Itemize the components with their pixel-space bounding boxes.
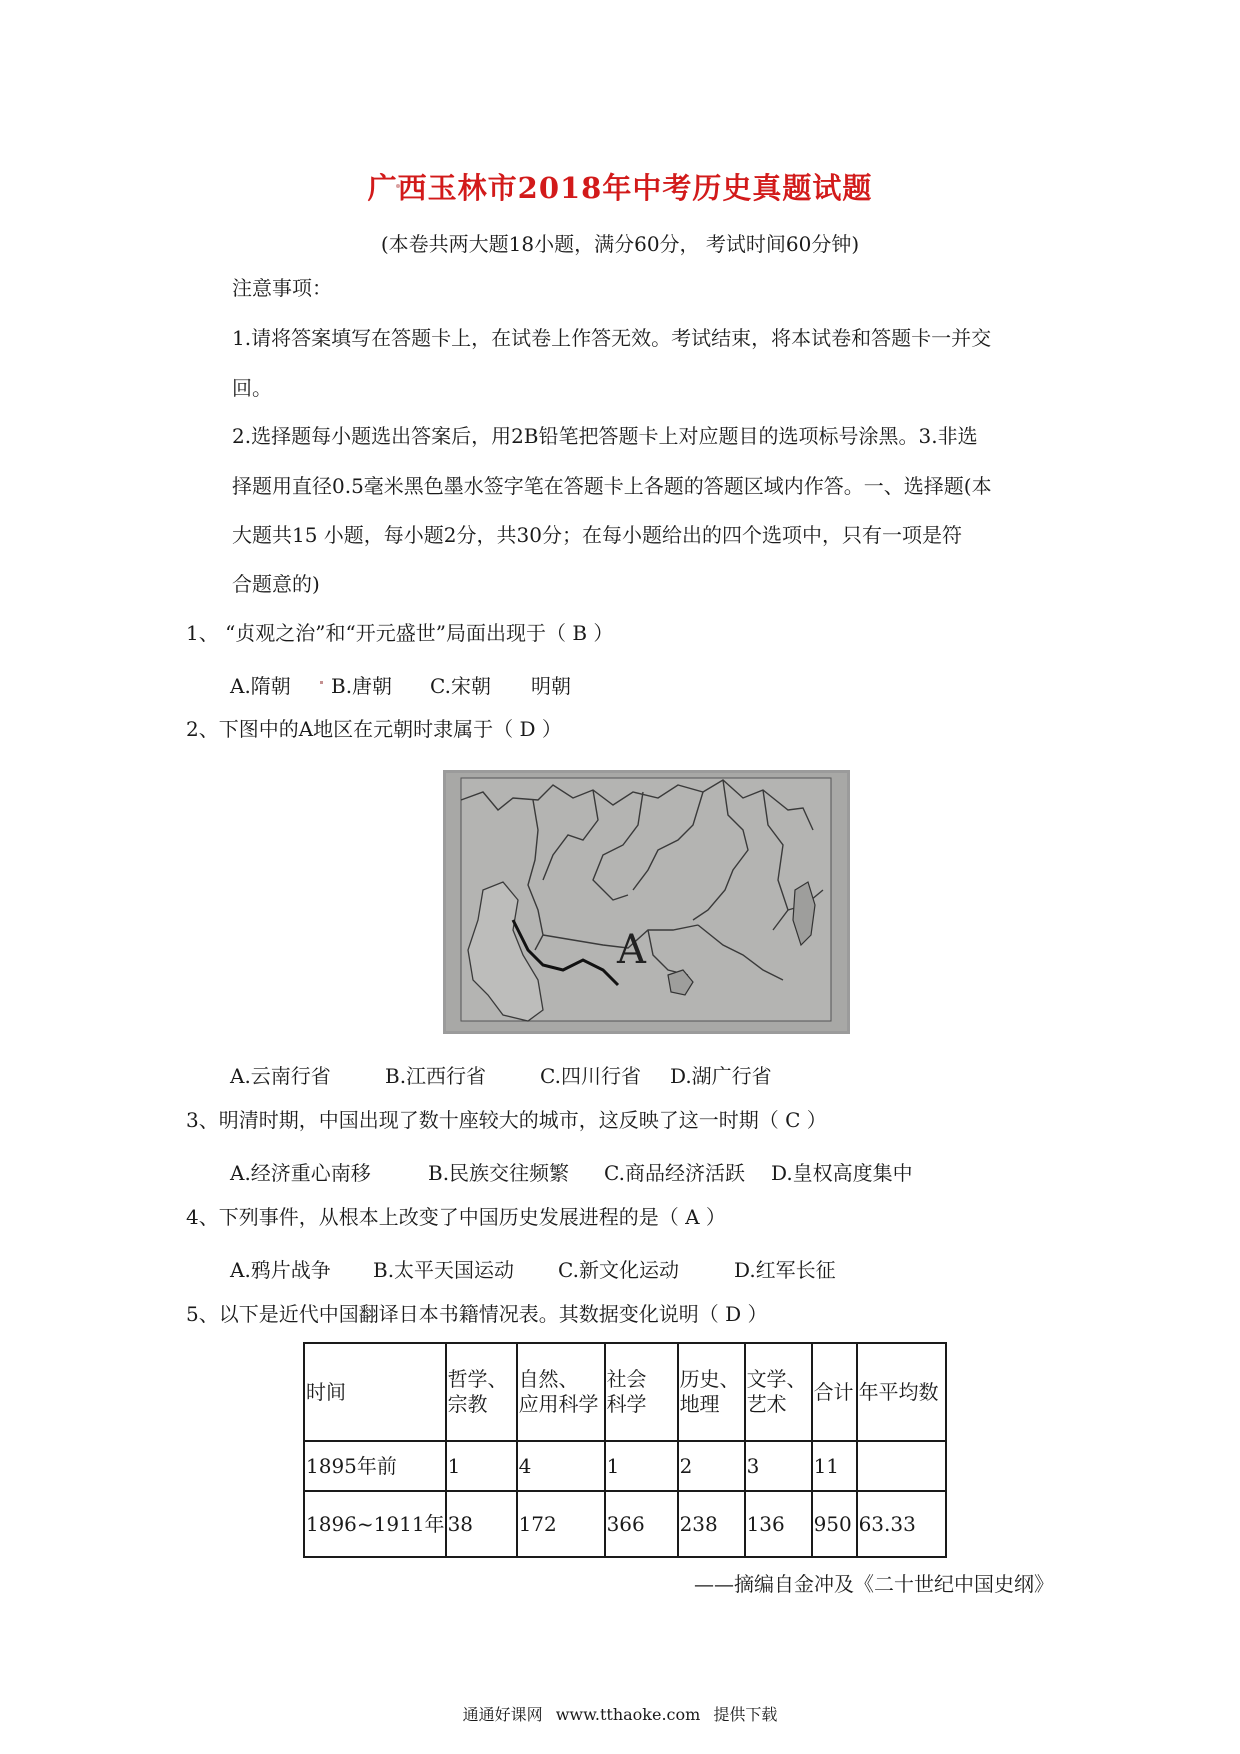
- q2-option-d: D.湖广行省: [670, 1064, 772, 1088]
- notice-line: 合题意的): [232, 572, 320, 596]
- q4-option-c: C.新文化运动: [558, 1258, 679, 1282]
- footer-suffix: 提供下载: [713, 1705, 778, 1724]
- table-cell: [857, 1441, 946, 1491]
- notice-line: 2.选择题每小题选出答案后，用2B铅笔把答题卡上对应题目的选项标号涂黑。3.非选: [232, 424, 978, 448]
- q3-option-a: A.经济重心南移: [230, 1161, 371, 1185]
- header-cell: 年平均数: [857, 1343, 946, 1441]
- table-cell: 1896~1911年: [304, 1491, 446, 1557]
- header-cell: 自然、 应用科学: [517, 1343, 605, 1441]
- footer-site-name: 通通好课网: [462, 1705, 543, 1724]
- map-label-a: A: [617, 927, 646, 973]
- q3-option-d: D.皇权高度集中: [771, 1161, 913, 1185]
- table-cell: 136: [745, 1491, 812, 1557]
- q4-option-a: A.鸦片战争: [230, 1258, 331, 1282]
- q1-option-d: 明朝: [531, 674, 571, 698]
- question-2-stem: 2、下图中的A地区在元朝时隶属于（ D ）: [186, 717, 562, 741]
- header-cell: 合计: [812, 1343, 857, 1441]
- table-cell: 11: [812, 1441, 857, 1491]
- table-cell: 950: [812, 1491, 857, 1557]
- table-cell: 2: [678, 1441, 745, 1491]
- header-cell: 哲学、 宗教: [446, 1343, 517, 1441]
- header-cell: 时间: [304, 1343, 446, 1441]
- notice-line: 择题用直径0.5毫米黑色墨水签字笔在答题卡上各题的答题区域内作答。一、选择题(本: [232, 474, 992, 498]
- question-5-stem: 5、以下是近代中国翻译日本书籍情况表。其数据变化说明（ D ）: [186, 1302, 768, 1326]
- question-3-stem: 3、明清时期，中国出现了数十座较大的城市，这反映了这一时期（ C ）: [186, 1108, 827, 1132]
- table-source: ——摘编自金冲及《二十世纪中国史纲》: [694, 1572, 1054, 1596]
- q3-option-b: B.民族交往频繁: [428, 1161, 570, 1185]
- q1-option-b: B.唐朝: [331, 674, 393, 698]
- table-cell: 172: [517, 1491, 605, 1557]
- table-cell: 238: [678, 1491, 745, 1557]
- table-cell: 38: [446, 1491, 517, 1557]
- q4-option-d: D.红军长征: [734, 1258, 836, 1282]
- table-cell: 366: [605, 1491, 678, 1557]
- header-cell: 历史、 地理: [678, 1343, 745, 1441]
- notice-line: 1.请将答案填写在答题卡上，在试卷上作答无效。考试结束，将本试卷和答题卡一并交: [232, 326, 992, 350]
- table-cell: 1: [605, 1441, 678, 1491]
- notice-line: 回。: [232, 376, 272, 400]
- table-cell: 3: [745, 1441, 812, 1491]
- table-cell: 1: [446, 1441, 517, 1491]
- region-map: [443, 770, 850, 1034]
- q4-option-b: B.太平天国运动: [373, 1258, 515, 1282]
- table-row: [304, 1491, 946, 1557]
- speck: [320, 681, 323, 684]
- page-title: 广西玉林市2018年中考历史真题试题: [367, 171, 873, 205]
- question-4-stem: 4、下列事件，从根本上改变了中国历史发展进程的是（ A ）: [186, 1205, 726, 1229]
- table-cell: 4: [517, 1441, 605, 1491]
- q2-option-c: C.四川行省: [540, 1064, 641, 1088]
- table-row: [304, 1441, 946, 1491]
- footer-url-link[interactable]: www.tthaoke.com: [555, 1705, 701, 1724]
- notice-line: 大题共15 小题，每小题2分，共30分；在每小题给出的四个选项中，只有一项是符: [232, 523, 962, 547]
- header-cell: 文学、 艺术: [745, 1343, 812, 1441]
- table-cell: 1895年前: [304, 1441, 446, 1491]
- q2-option-a: A.云南行省: [230, 1064, 331, 1088]
- page-footer: [0, 1702, 1240, 1725]
- q1-option-a: A.隋朝: [230, 674, 291, 698]
- q3-option-c: C.商品经济活跃: [604, 1161, 745, 1185]
- exam-subtitle: (本卷共两大题18小题，满分60分， 考试时间60分钟): [380, 232, 860, 256]
- translation-table: [303, 1342, 947, 1558]
- q1-option-c: C.宋朝: [430, 674, 491, 698]
- question-1-stem: 1、 “贞观之治”和“开元盛世”局面出现于（ B ）: [186, 621, 614, 645]
- table-header-row: [304, 1343, 946, 1441]
- notice-heading: 注意事项：: [232, 276, 332, 300]
- table-cell: 63.33: [857, 1491, 946, 1557]
- q2-option-b: B.江西行省: [385, 1064, 487, 1088]
- header-cell: 社会 科学: [605, 1343, 678, 1441]
